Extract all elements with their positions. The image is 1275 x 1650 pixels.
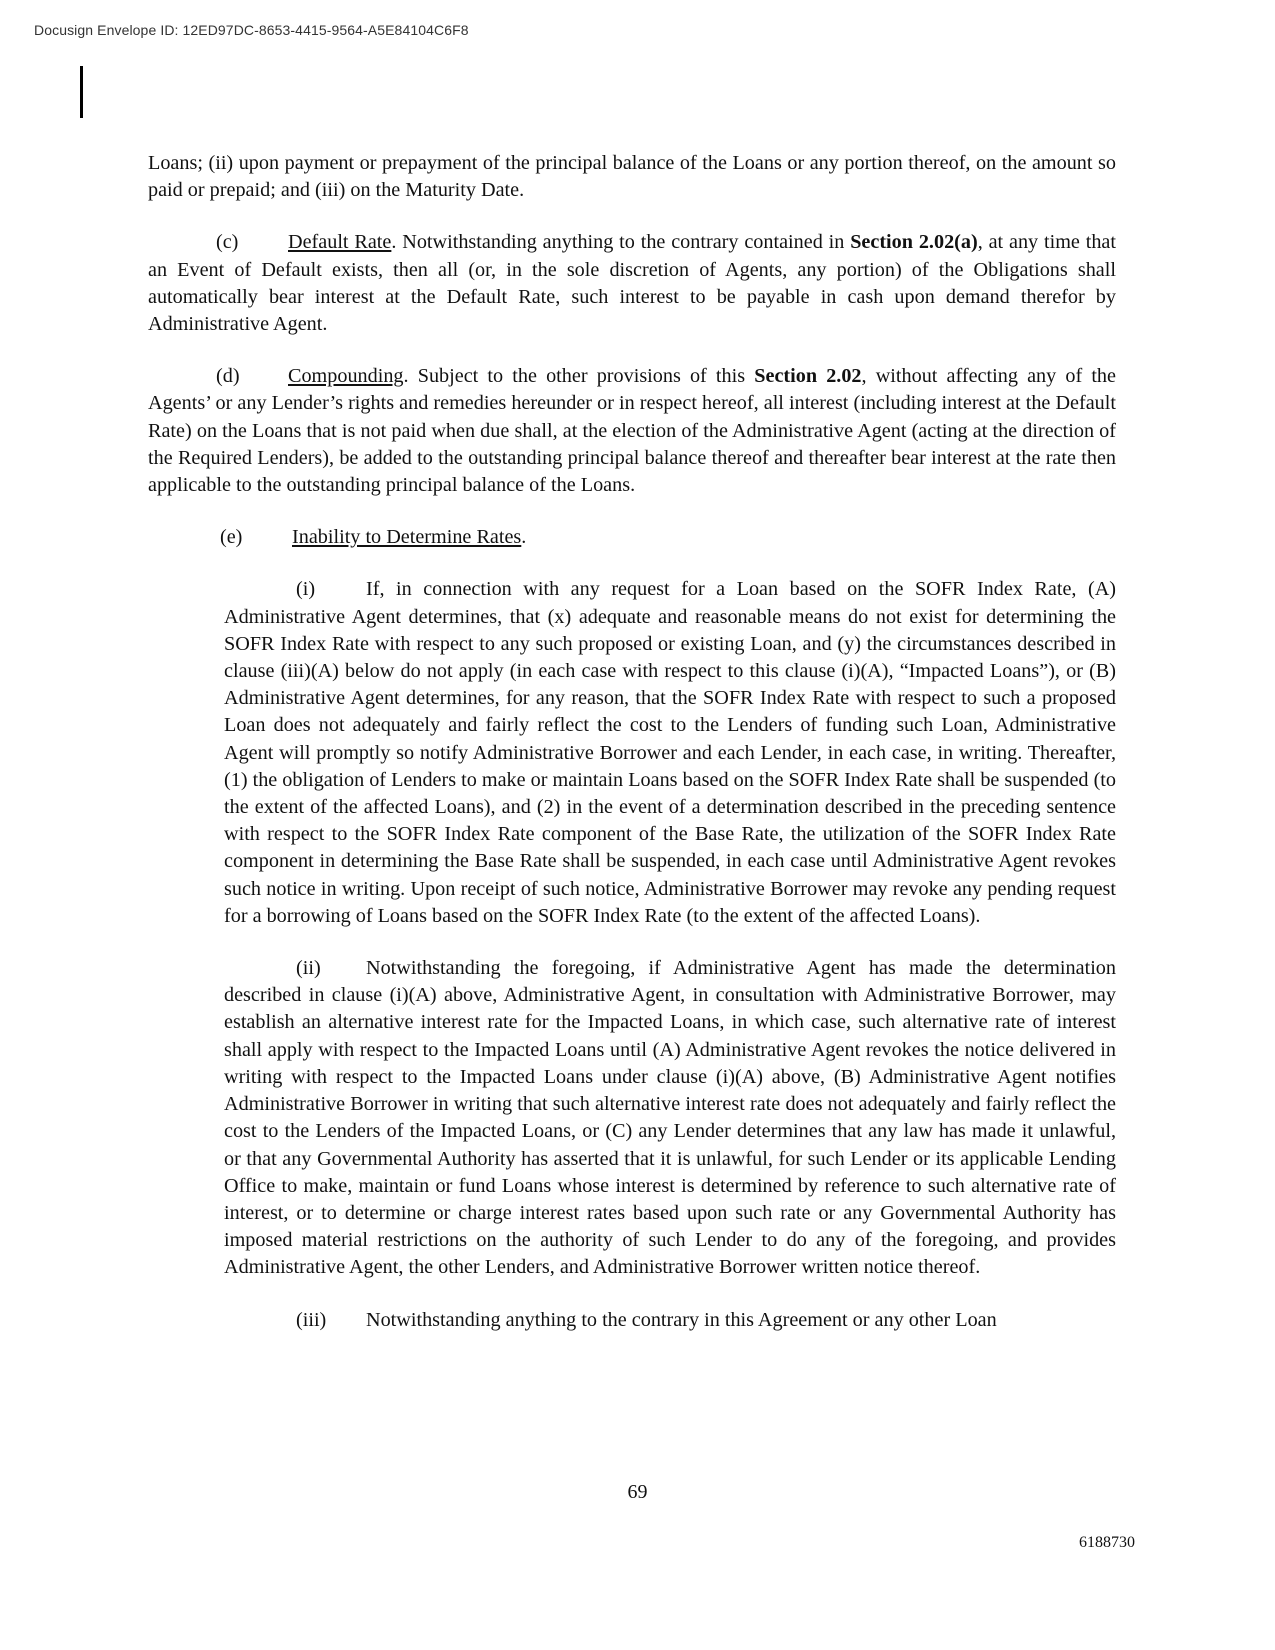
section-d	[148, 363, 1116, 499]
section-e-iii-text: Notwithstanding anything to the contrary in this Agreement or any other Loan	[366, 1308, 997, 1331]
section-e-i	[224, 576, 1116, 930]
section-e-tail: .	[521, 526, 527, 549]
section-e-number: (e)	[220, 526, 243, 549]
section-e-ii	[224, 955, 1116, 1281]
section-e-ii-text: Notwithstanding the foregoing, if Administrative Agent has made the determination described in clause (i)(A) above, Administrative Agent, in consultation with Administrative Borrower, may establish an alternative interest rate for the Impacted Loans, in which case, such alternative rate of interest shall apply with respect to the Impacted Loans until (A) Administrative Agent revokes the notice delivered in writing with respect to the Impacted Loans under clause (i)(A) above, (B) Administrative Agent notifies Administrative Borrower in writing that such alternative interest rate does not adequately and fairly reflect the cost to the Lenders of the Impacted Loans, or (C) any Lender determines that any law has made it unlawful, or that any Governmental Authority has asserted that it is unlawful, for such Lender or its applicable Lending Office to make, maintain or fund Loans whose interest is determined by reference to such alternative rate of interest, or to determine or charge interest rates based upon such rate or any Governmental Authority has imposed material restrictions on the authority of such Lender to do any of the foregoing, and provides Administrative Agent, the other Lenders, and Administrative Borrower written notice thereof.	[224, 957, 1116, 1279]
section-e-i-number: (i)	[296, 578, 316, 601]
section-e-iii	[224, 1307, 1116, 1334]
section-c-heading: Default Rate	[288, 231, 392, 254]
section-c-text-pre: . Notwithstanding anything to the contrary contained in	[391, 231, 851, 254]
section-c-text-post: , at any time that an Event of Default exists, then all (or, in the sole discretion of Agents, any portion) of the Obligations shall automatically bear interest at the Default Rate, such interest to be payable in cash upon demand therefor by Administrative Agent.	[148, 231, 1116, 336]
section-e-heading: Inability to Determine Rates	[292, 526, 522, 549]
revision-bar	[80, 66, 83, 118]
section-d-reference: Section 2.02	[754, 365, 862, 388]
section-d-text-post: , without affecting any of the Agents’ or any Lender’s rights and remedies hereunder or in respect hereof, all interest (including interest at the Default Rate) on the Loans that is not paid when due shall, at the election of the Administrative Agent (acting at the direction of the Required Lenders), be added to the outstanding principal balance thereof and thereafter bear interest at the rate then applicable to the outstanding principal balance of the Loans.	[148, 365, 1116, 497]
section-e-iii-number: (iii)	[296, 1308, 327, 1331]
section-e-i-text: If, in connection with any request for a Loan based on the SOFR Index Rate, (A) Administrative Agent determines, that (x) adequate and reasonable means do not exist for determining the SOFR Index Rate with respect to any such proposed or existing Loan, and (y) the circumstances described in clause (iii)(A) below do not apply (in each case with respect to this clause (i)(A), “Impacted Loans”), or (B) Administrative Agent determines, for any reason, that the SOFR Index Rate with respect to such a proposed Loan does not adequately and fairly reflect the cost to the Lenders of funding such Loan, Administrative Agent will promptly so notify Administrative Borrower and each Lender, in each case, in writing. Thereafter, (1) the obligation of Lenders to make or maintain Loans based on the SOFR Index Rate shall be suspended (to the extent of the affected Loans), and (2) in the event of a determination described in the preceding sentence with respect to the SOFR Index Rate component of the Base Rate, the utilization of the SOFR Index Rate component in determining the Base Rate shall be suspended, in each case until Administrative Agent revokes such notice in writing. Upon receipt of such notice, Administrative Borrower may revoke any pending request for a borrowing of Loans based on the SOFR Index Rate (to the extent of the affected Loans).	[224, 578, 1116, 927]
page-number: 69	[627, 1481, 648, 1503]
document-body	[148, 150, 1116, 1334]
section-c-number: (c)	[216, 231, 239, 254]
section-e	[220, 524, 1116, 551]
document-number: 6188730	[1079, 1534, 1135, 1551]
section-c	[148, 229, 1116, 338]
section-e-ii-number: (ii)	[296, 957, 321, 980]
paragraph-continuation: Loans; (ii) upon payment or prepayment of the principal balance of the Loans or any portion thereof, on the amount so paid or prepaid; and (iii) on the Maturity Date.	[148, 152, 1116, 202]
section-d-number: (d)	[216, 365, 240, 388]
section-d-text-pre: . Subject to the other provisions of this	[403, 365, 755, 388]
section-d-heading: Compounding	[288, 365, 404, 388]
section-c-reference: Section 2.02(a)	[850, 231, 978, 254]
envelope-id: Docusign Envelope ID: 12ED97DC-8653-4415-9564-A5E84104C6F8	[34, 22, 469, 38]
